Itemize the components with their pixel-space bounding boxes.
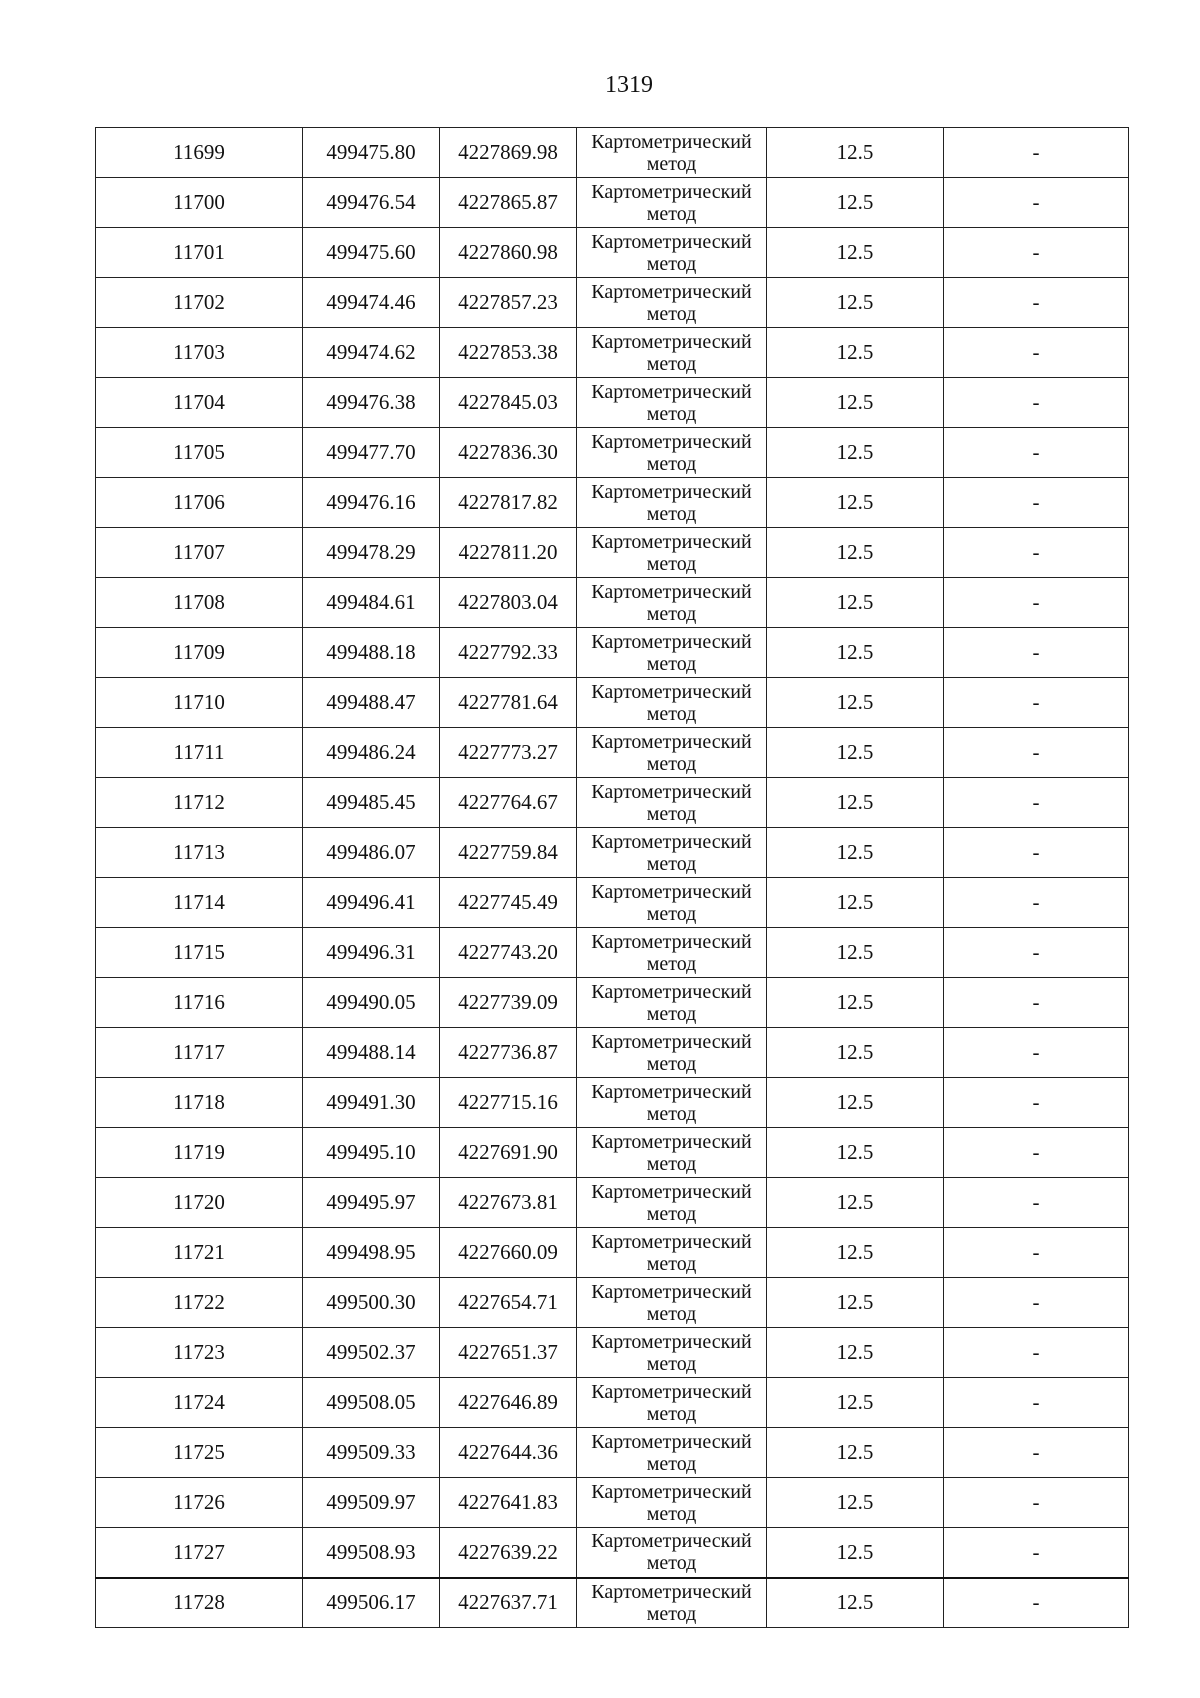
accuracy-cell: 12.5 <box>767 178 944 228</box>
table-row <box>96 1578 1129 1628</box>
note-cell: - <box>944 678 1129 728</box>
method-line-2: метод <box>646 952 697 975</box>
table-row <box>96 1178 1129 1228</box>
point-number-cell: 11722 <box>96 1278 303 1328</box>
x-coordinate-cell: 499508.05 <box>303 1378 440 1428</box>
method-line-2: метод <box>646 1152 697 1175</box>
x-coordinate-cell: 499475.60 <box>303 228 440 278</box>
x-coordinate-cell: 499498.95 <box>303 1228 440 1278</box>
method-line-2: метод <box>646 1002 697 1025</box>
point-number-cell: 11710 <box>96 678 303 728</box>
note-cell: - <box>944 478 1129 528</box>
method-line-2: метод <box>646 202 697 225</box>
method-line-2: метод <box>646 1052 697 1075</box>
coordinates-table <box>95 127 1129 1628</box>
method-line-1: Картометрический <box>591 1330 752 1353</box>
point-number-cell: 11701 <box>96 228 303 278</box>
method-cell <box>577 1528 767 1578</box>
point-number-cell: 11716 <box>96 978 303 1028</box>
accuracy-cell: 12.5 <box>767 778 944 828</box>
method-line-2: метод <box>646 402 697 425</box>
x-coordinate-cell: 499476.38 <box>303 378 440 428</box>
table-row <box>96 178 1129 228</box>
point-number-cell: 11714 <box>96 878 303 928</box>
table-row <box>96 878 1129 928</box>
table-row <box>96 1378 1129 1428</box>
x-coordinate-cell: 499491.30 <box>303 1078 440 1128</box>
method-line-2: метод <box>646 452 697 475</box>
note-cell: - <box>944 1478 1129 1528</box>
y-coordinate-cell: 4227639.22 <box>440 1528 577 1578</box>
table-row <box>96 228 1129 278</box>
note-cell: - <box>944 628 1129 678</box>
point-number-cell: 11725 <box>96 1428 303 1478</box>
table-row <box>96 378 1129 428</box>
note-cell: - <box>944 828 1129 878</box>
x-coordinate-cell: 499509.97 <box>303 1478 440 1528</box>
accuracy-cell: 12.5 <box>767 578 944 628</box>
point-number-cell: 11707 <box>96 528 303 578</box>
method-cell <box>577 1378 767 1428</box>
note-cell: - <box>944 1278 1129 1328</box>
accuracy-cell: 12.5 <box>767 728 944 778</box>
x-coordinate-cell: 499485.45 <box>303 778 440 828</box>
method-line-2: метод <box>646 502 697 525</box>
accuracy-cell: 12.5 <box>767 1128 944 1178</box>
table-row <box>96 428 1129 478</box>
method-cell <box>577 828 767 878</box>
method-line-1: Картометрический <box>591 530 752 553</box>
y-coordinate-cell: 4227781.64 <box>440 678 577 728</box>
point-number-cell: 11724 <box>96 1378 303 1428</box>
method-line-2: метод <box>646 152 697 175</box>
accuracy-cell: 12.5 <box>767 978 944 1028</box>
method-line-1: Картометрический <box>591 830 752 853</box>
accuracy-cell: 12.5 <box>767 228 944 278</box>
accuracy-cell: 12.5 <box>767 1478 944 1528</box>
y-coordinate-cell: 4227654.71 <box>440 1278 577 1328</box>
accuracy-cell: 12.5 <box>767 1428 944 1478</box>
y-coordinate-cell: 4227745.49 <box>440 878 577 928</box>
method-line-2: метод <box>646 1252 697 1275</box>
method-cell <box>577 978 767 1028</box>
accuracy-cell: 12.5 <box>767 528 944 578</box>
x-coordinate-cell: 499486.24 <box>303 728 440 778</box>
method-line-2: метод <box>646 1352 697 1375</box>
method-line-1: Картометрический <box>591 1580 752 1603</box>
accuracy-cell: 12.5 <box>767 278 944 328</box>
method-line-2: метод <box>646 652 697 675</box>
method-cell <box>577 328 767 378</box>
method-line-2: метод <box>646 852 697 875</box>
method-cell <box>577 378 767 428</box>
note-cell: - <box>944 1078 1129 1128</box>
method-line-1: Картометрический <box>591 380 752 403</box>
x-coordinate-cell: 499506.17 <box>303 1578 440 1628</box>
method-line-1: Картометрический <box>591 230 752 253</box>
note-cell: - <box>944 1378 1129 1428</box>
table-row <box>96 1328 1129 1378</box>
method-line-2: метод <box>646 902 697 925</box>
x-coordinate-cell: 499500.30 <box>303 1278 440 1328</box>
x-coordinate-cell: 499476.16 <box>303 478 440 528</box>
method-line-1: Картометрический <box>591 730 752 753</box>
point-number-cell: 11712 <box>96 778 303 828</box>
table-row <box>96 1528 1129 1578</box>
method-line-2: метод <box>646 1102 697 1125</box>
method-line-2: метод <box>646 552 697 575</box>
accuracy-cell: 12.5 <box>767 1278 944 1328</box>
accuracy-cell: 12.5 <box>767 1328 944 1378</box>
method-cell <box>577 1178 767 1228</box>
accuracy-cell: 12.5 <box>767 678 944 728</box>
y-coordinate-cell: 4227691.90 <box>440 1128 577 1178</box>
method-line-1: Картометрический <box>591 1080 752 1103</box>
note-cell: - <box>944 528 1129 578</box>
x-coordinate-cell: 499486.07 <box>303 828 440 878</box>
note-cell: - <box>944 978 1129 1028</box>
point-number-cell: 11728 <box>96 1578 303 1628</box>
accuracy-cell: 12.5 <box>767 478 944 528</box>
note-cell: - <box>944 1328 1129 1378</box>
table-row <box>96 578 1129 628</box>
method-line-1: Картометрический <box>591 580 752 603</box>
point-number-cell: 11719 <box>96 1128 303 1178</box>
method-cell <box>577 1228 767 1278</box>
method-line-1: Картометрический <box>591 430 752 453</box>
note-cell: - <box>944 728 1129 778</box>
table-row <box>96 1428 1129 1478</box>
table-row <box>96 928 1129 978</box>
x-coordinate-cell: 499475.80 <box>303 128 440 178</box>
table-row <box>96 1478 1129 1528</box>
x-coordinate-cell: 499495.97 <box>303 1178 440 1228</box>
method-line-1: Картометрический <box>591 1180 752 1203</box>
y-coordinate-cell: 4227715.16 <box>440 1078 577 1128</box>
method-line-1: Картометрический <box>591 1430 752 1453</box>
y-coordinate-cell: 4227857.23 <box>440 278 577 328</box>
y-coordinate-cell: 4227764.67 <box>440 778 577 828</box>
table-row <box>96 128 1129 178</box>
method-line-1: Картометрический <box>591 1130 752 1153</box>
method-line-1: Картометрический <box>591 1480 752 1503</box>
method-line-1: Картометрический <box>591 1280 752 1303</box>
method-cell <box>577 428 767 478</box>
accuracy-cell: 12.5 <box>767 1528 944 1578</box>
note-cell: - <box>944 1528 1129 1578</box>
y-coordinate-cell: 4227673.81 <box>440 1178 577 1228</box>
y-coordinate-cell: 4227759.84 <box>440 828 577 878</box>
note-cell: - <box>944 778 1129 828</box>
note-cell: - <box>944 1128 1129 1178</box>
method-line-2: метод <box>646 602 697 625</box>
note-cell: - <box>944 178 1129 228</box>
method-line-2: метод <box>646 1552 697 1575</box>
x-coordinate-cell: 499495.10 <box>303 1128 440 1178</box>
point-number-cell: 11704 <box>96 378 303 428</box>
point-number-cell: 11727 <box>96 1528 303 1578</box>
note-cell: - <box>944 428 1129 478</box>
table-row <box>96 328 1129 378</box>
method-cell <box>577 528 767 578</box>
table-row <box>96 678 1129 728</box>
x-coordinate-cell: 499488.47 <box>303 678 440 728</box>
table-row <box>96 478 1129 528</box>
method-cell <box>577 1478 767 1528</box>
method-cell <box>577 1078 767 1128</box>
method-cell <box>577 778 767 828</box>
y-coordinate-cell: 4227646.89 <box>440 1378 577 1428</box>
accuracy-cell: 12.5 <box>767 1228 944 1278</box>
method-cell <box>577 228 767 278</box>
table-body <box>96 128 1129 1628</box>
note-cell: - <box>944 1028 1129 1078</box>
method-cell <box>577 128 767 178</box>
y-coordinate-cell: 4227644.36 <box>440 1428 577 1478</box>
x-coordinate-cell: 499478.29 <box>303 528 440 578</box>
x-coordinate-cell: 499502.37 <box>303 1328 440 1378</box>
method-line-1: Картометрический <box>591 1530 752 1553</box>
accuracy-cell: 12.5 <box>767 378 944 428</box>
note-cell: - <box>944 278 1129 328</box>
y-coordinate-cell: 4227739.09 <box>440 978 577 1028</box>
note-cell: - <box>944 878 1129 928</box>
method-line-2: метод <box>646 802 697 825</box>
table-row <box>96 1028 1129 1078</box>
point-number-cell: 11706 <box>96 478 303 528</box>
x-coordinate-cell: 499474.46 <box>303 278 440 328</box>
method-line-1: Картометрический <box>591 480 752 503</box>
method-cell <box>577 628 767 678</box>
point-number-cell: 11702 <box>96 278 303 328</box>
method-line-2: метод <box>646 1452 697 1475</box>
table-row <box>96 1078 1129 1128</box>
method-line-1: Картометрический <box>591 680 752 703</box>
method-line-1: Картометрический <box>591 630 752 653</box>
method-line-1: Картометрический <box>591 930 752 953</box>
note-cell: - <box>944 1178 1129 1228</box>
method-cell <box>577 1278 767 1328</box>
table-row <box>96 828 1129 878</box>
table-row <box>96 278 1129 328</box>
table-row <box>96 1128 1129 1178</box>
point-number-cell: 11726 <box>96 1478 303 1528</box>
y-coordinate-cell: 4227845.03 <box>440 378 577 428</box>
y-coordinate-cell: 4227743.20 <box>440 928 577 978</box>
accuracy-cell: 12.5 <box>767 1378 944 1428</box>
method-line-2: метод <box>646 1502 697 1525</box>
x-coordinate-cell: 499476.54 <box>303 178 440 228</box>
method-cell <box>577 678 767 728</box>
x-coordinate-cell: 499496.31 <box>303 928 440 978</box>
method-line-2: метод <box>646 702 697 725</box>
accuracy-cell: 12.5 <box>767 878 944 928</box>
accuracy-cell: 12.5 <box>767 1078 944 1128</box>
point-number-cell: 11711 <box>96 728 303 778</box>
method-cell <box>577 1028 767 1078</box>
method-cell <box>577 1328 767 1378</box>
method-cell <box>577 1578 767 1628</box>
method-line-1: Картометрический <box>591 1030 752 1053</box>
accuracy-cell: 12.5 <box>767 128 944 178</box>
y-coordinate-cell: 4227836.30 <box>440 428 577 478</box>
point-number-cell: 11699 <box>96 128 303 178</box>
y-coordinate-cell: 4227651.37 <box>440 1328 577 1378</box>
y-coordinate-cell: 4227869.98 <box>440 128 577 178</box>
method-line-2: метод <box>646 752 697 775</box>
method-cell <box>577 478 767 528</box>
y-coordinate-cell: 4227860.98 <box>440 228 577 278</box>
method-cell <box>577 178 767 228</box>
point-number-cell: 11708 <box>96 578 303 628</box>
note-cell: - <box>944 1228 1129 1278</box>
x-coordinate-cell: 499484.61 <box>303 578 440 628</box>
table-row <box>96 1228 1129 1278</box>
note-cell: - <box>944 378 1129 428</box>
x-coordinate-cell: 499508.93 <box>303 1528 440 1578</box>
table-row <box>96 1278 1129 1328</box>
method-line-1: Картометрический <box>591 1380 752 1403</box>
note-cell: - <box>944 928 1129 978</box>
point-number-cell: 11721 <box>96 1228 303 1278</box>
x-coordinate-cell: 499488.18 <box>303 628 440 678</box>
method-line-1: Картометрический <box>591 780 752 803</box>
table-row <box>96 728 1129 778</box>
method-line-2: метод <box>646 302 697 325</box>
method-line-1: Картометрический <box>591 880 752 903</box>
method-line-1: Картометрический <box>591 130 752 153</box>
method-cell <box>577 878 767 928</box>
method-cell <box>577 1428 767 1478</box>
point-number-cell: 11723 <box>96 1328 303 1378</box>
point-number-cell: 11713 <box>96 828 303 878</box>
note-cell: - <box>944 128 1129 178</box>
point-number-cell: 11705 <box>96 428 303 478</box>
note-cell: - <box>944 578 1129 628</box>
table-row <box>96 778 1129 828</box>
x-coordinate-cell: 499474.62 <box>303 328 440 378</box>
point-number-cell: 11700 <box>96 178 303 228</box>
point-number-cell: 11717 <box>96 1028 303 1078</box>
x-coordinate-cell: 499488.14 <box>303 1028 440 1078</box>
method-line-1: Картометрический <box>591 1230 752 1253</box>
method-cell <box>577 578 767 628</box>
point-number-cell: 11709 <box>96 628 303 678</box>
note-cell: - <box>944 228 1129 278</box>
page-number: 1319 <box>605 72 653 98</box>
x-coordinate-cell: 499509.33 <box>303 1428 440 1478</box>
method-line-2: метод <box>646 252 697 275</box>
point-number-cell: 11703 <box>96 328 303 378</box>
accuracy-cell: 12.5 <box>767 628 944 678</box>
table-row <box>96 628 1129 678</box>
accuracy-cell: 12.5 <box>767 828 944 878</box>
y-coordinate-cell: 4227660.09 <box>440 1228 577 1278</box>
method-cell <box>577 728 767 778</box>
accuracy-cell: 12.5 <box>767 1028 944 1078</box>
method-line-2: метод <box>646 1602 697 1625</box>
note-cell: - <box>944 328 1129 378</box>
y-coordinate-cell: 4227637.71 <box>440 1578 577 1628</box>
accuracy-cell: 12.5 <box>767 1178 944 1228</box>
note-cell: - <box>944 1578 1129 1628</box>
accuracy-cell: 12.5 <box>767 928 944 978</box>
y-coordinate-cell: 4227803.04 <box>440 578 577 628</box>
table-row <box>96 528 1129 578</box>
accuracy-cell: 12.5 <box>767 328 944 378</box>
y-coordinate-cell: 4227811.20 <box>440 528 577 578</box>
point-number-cell: 11715 <box>96 928 303 978</box>
method-line-2: метод <box>646 1402 697 1425</box>
method-line-1: Картометрический <box>591 280 752 303</box>
x-coordinate-cell: 499477.70 <box>303 428 440 478</box>
method-line-2: метод <box>646 1302 697 1325</box>
y-coordinate-cell: 4227641.83 <box>440 1478 577 1528</box>
method-line-1: Картометрический <box>591 330 752 353</box>
y-coordinate-cell: 4227773.27 <box>440 728 577 778</box>
method-line-2: метод <box>646 352 697 375</box>
y-coordinate-cell: 4227736.87 <box>440 1028 577 1078</box>
method-line-1: Картометрический <box>591 180 752 203</box>
method-line-2: метод <box>646 1202 697 1225</box>
y-coordinate-cell: 4227853.38 <box>440 328 577 378</box>
method-cell <box>577 928 767 978</box>
method-cell <box>577 1128 767 1178</box>
x-coordinate-cell: 499490.05 <box>303 978 440 1028</box>
y-coordinate-cell: 4227817.82 <box>440 478 577 528</box>
point-number-cell: 11720 <box>96 1178 303 1228</box>
accuracy-cell: 12.5 <box>767 1578 944 1628</box>
method-cell <box>577 278 767 328</box>
point-number-cell: 11718 <box>96 1078 303 1128</box>
y-coordinate-cell: 4227792.33 <box>440 628 577 678</box>
method-line-1: Картометрический <box>591 980 752 1003</box>
x-coordinate-cell: 499496.41 <box>303 878 440 928</box>
note-cell: - <box>944 1428 1129 1478</box>
accuracy-cell: 12.5 <box>767 428 944 478</box>
y-coordinate-cell: 4227865.87 <box>440 178 577 228</box>
table-row <box>96 978 1129 1028</box>
